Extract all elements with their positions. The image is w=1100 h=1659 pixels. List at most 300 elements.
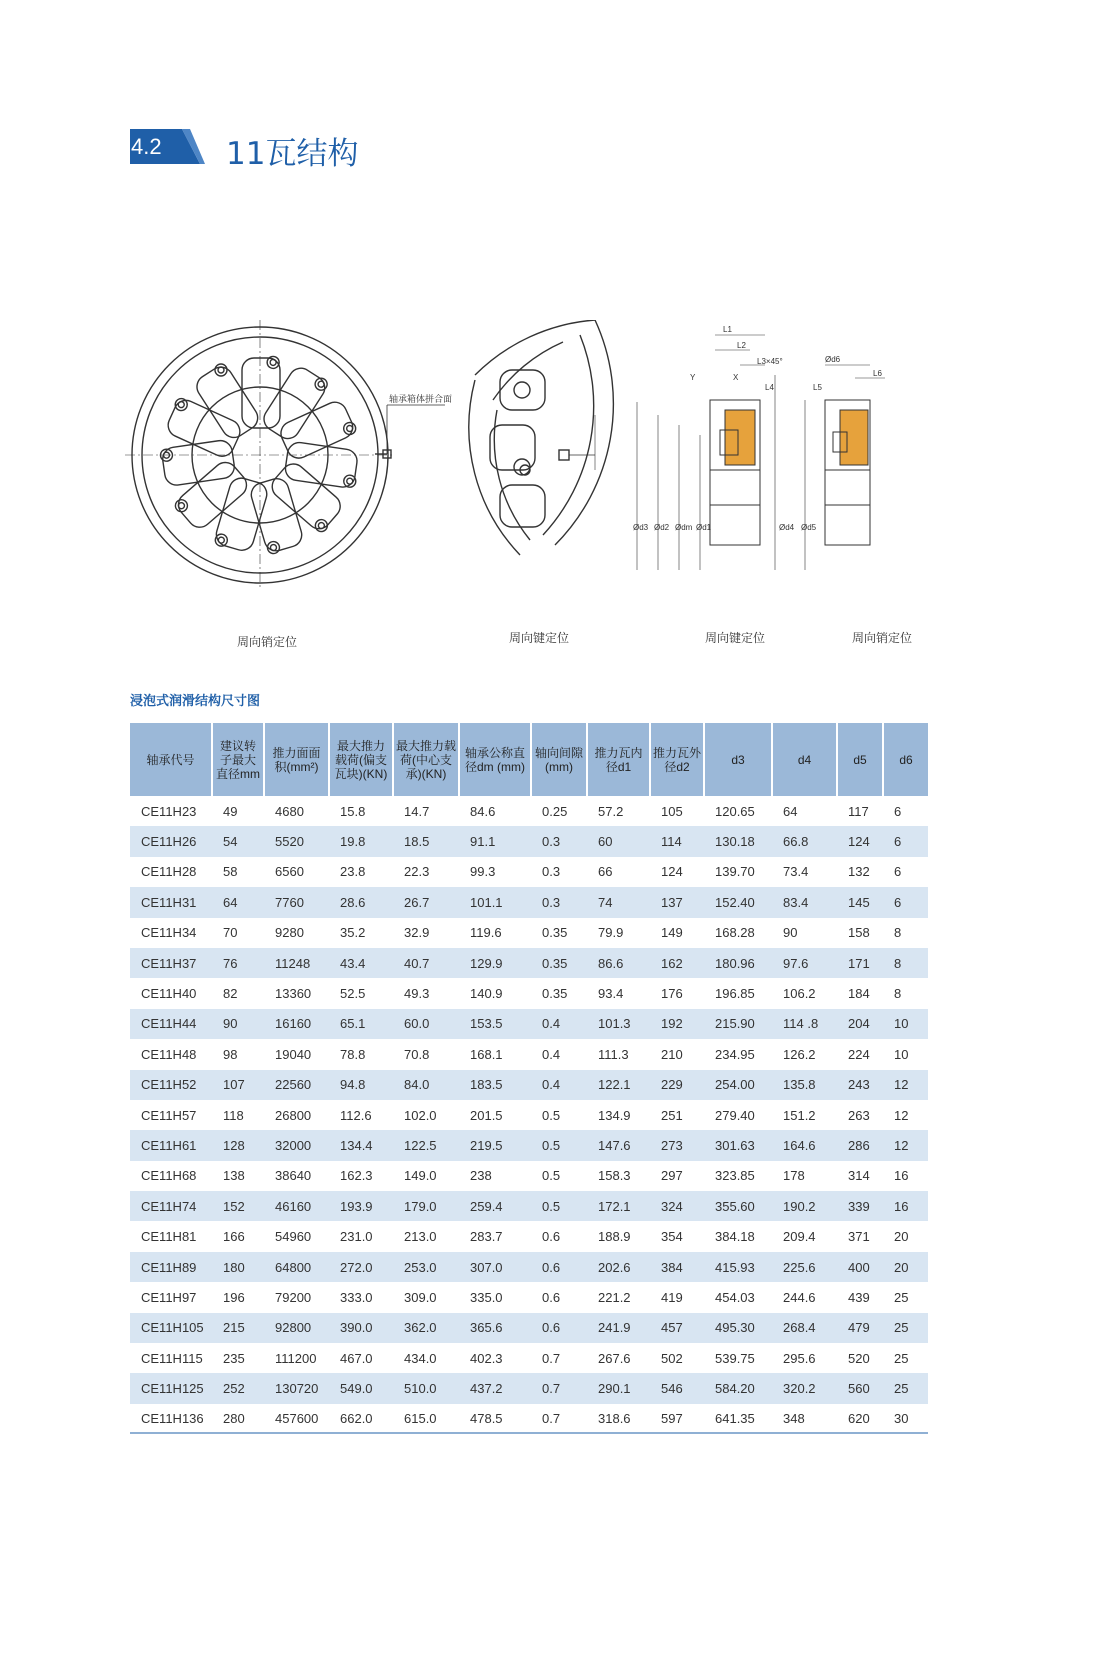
- table-cell: 25: [884, 1373, 928, 1403]
- table-cell: 215.90: [705, 1009, 773, 1039]
- table-row: [130, 978, 928, 1008]
- column-header: 推力瓦外径d2: [651, 723, 705, 796]
- table-cell: 164.6: [773, 1130, 838, 1160]
- table-cell: 106.2: [783, 986, 816, 1002]
- table-cell: 0.3: [542, 864, 561, 880]
- table-cell: 86.6: [588, 948, 651, 978]
- table-cell: CE11H68: [141, 1168, 197, 1184]
- table-cell: 90: [213, 1009, 265, 1039]
- dim-l6: L6: [873, 369, 882, 378]
- table-cell: 510.0: [394, 1373, 460, 1403]
- table-cell: 73.4: [783, 864, 809, 880]
- table-cell: 12: [884, 1130, 928, 1160]
- table-cell: 213.0: [404, 1229, 437, 1245]
- dim-l3: L3×45°: [757, 357, 783, 366]
- bearing-pad: [170, 363, 263, 457]
- table-cell: 0.6: [532, 1313, 588, 1343]
- table-cell: 64: [783, 803, 798, 819]
- table-cell: 224: [848, 1046, 870, 1062]
- table-cell: 79200: [275, 1289, 312, 1305]
- table-cell: 66: [598, 864, 613, 880]
- table-cell: 20: [894, 1229, 909, 1245]
- table-cell: CE11H48: [141, 1046, 197, 1062]
- caption-partial-view: 周向键定位: [509, 631, 570, 645]
- dim-y: Y: [690, 373, 696, 382]
- column-header: 最大推力载荷(中心支承)(KN): [394, 723, 460, 796]
- table-cell: 22560: [265, 1070, 330, 1100]
- bearing-pad: [153, 397, 244, 485]
- column-header: 轴承公称直径dm (mm): [460, 723, 532, 796]
- bearing-pad: [284, 414, 363, 488]
- table-cell: 0.3: [532, 826, 588, 856]
- caption-front-view: 周向销定位: [237, 635, 298, 649]
- table-cell: 64: [213, 887, 265, 917]
- table-cell: 147.6: [588, 1130, 651, 1160]
- table-cell: 314: [848, 1168, 870, 1184]
- table-cell: 40.7: [394, 948, 460, 978]
- table-cell: 19.8: [330, 826, 394, 856]
- table-cell: 84.0: [394, 1070, 460, 1100]
- table-cell: 9280: [275, 925, 304, 941]
- table-row: [130, 1100, 928, 1130]
- table-cell: 18.5: [394, 826, 460, 856]
- table-cell: 112.6: [340, 1107, 372, 1123]
- table-cell: 12: [884, 1070, 928, 1100]
- table-cell: 92800: [265, 1313, 330, 1343]
- column-header: 推力面面积(mm²): [265, 723, 330, 796]
- table-row: [130, 1161, 928, 1191]
- table-cell: 620: [838, 1404, 884, 1434]
- dim-l2: L2: [737, 341, 746, 350]
- table-cell: 539.75: [715, 1350, 755, 1366]
- table-cell: 82: [223, 986, 238, 1002]
- table-cell: CE11H26: [130, 826, 213, 856]
- table-cell: 91.1: [460, 826, 532, 856]
- table-cell: 134.4: [330, 1130, 394, 1160]
- table-cell: 272.0: [330, 1252, 394, 1282]
- table-cell: 6: [894, 803, 902, 819]
- table-cell: 400: [838, 1252, 884, 1282]
- table-row: [130, 948, 928, 978]
- table-cell: 4680: [275, 803, 304, 819]
- table-cell: 124: [661, 864, 683, 880]
- table-cell: 235: [223, 1350, 245, 1366]
- section-title: 11瓦结构: [226, 136, 359, 172]
- table-cell: 0.4: [532, 1009, 588, 1039]
- table-cell: CE11H105: [130, 1313, 213, 1343]
- caption-section-view-b: 周向销定位: [852, 631, 913, 645]
- table-cell: 0.5: [532, 1130, 588, 1160]
- dim-l5: L5: [813, 383, 822, 392]
- table-cell: 145: [838, 887, 884, 917]
- table-cell: 74: [588, 887, 651, 917]
- table-cell: 0.3: [532, 887, 588, 917]
- table-row: [130, 1404, 928, 1434]
- table-cell: 439: [848, 1289, 870, 1305]
- table-cell: 13360: [275, 986, 312, 1002]
- table-cell: 263: [848, 1107, 870, 1123]
- table-cell: 419: [661, 1289, 683, 1305]
- table-cell: 98: [223, 1046, 238, 1062]
- table-cell: 355.60: [705, 1191, 773, 1221]
- table-row: [130, 1009, 928, 1039]
- table-cell: 23.8: [340, 864, 366, 880]
- table-cell: 46160: [265, 1191, 330, 1221]
- column-header: 轴向间隙(mm): [532, 723, 588, 796]
- table-cell: 502: [661, 1350, 683, 1366]
- table-cell: 84.6: [470, 803, 496, 819]
- table-cell: CE11H44: [130, 1009, 213, 1039]
- table-row: [130, 857, 928, 887]
- table-cell: 225.6: [773, 1252, 838, 1282]
- table-cell: 323.85: [715, 1168, 755, 1184]
- table-cell: 0.7: [542, 1350, 561, 1366]
- table-cell: 20: [884, 1252, 928, 1282]
- table-cell: 70: [223, 925, 238, 941]
- dim-d3: Ød3: [633, 523, 649, 532]
- table-cell: 171: [838, 948, 884, 978]
- table-cell: 102.0: [404, 1107, 437, 1123]
- table-cell: 267.6: [598, 1350, 631, 1366]
- table-cell: 114: [651, 826, 705, 856]
- table-cell: 309.0: [404, 1289, 437, 1305]
- table-cell: 479: [838, 1313, 884, 1343]
- table-cell: 6: [884, 887, 928, 917]
- table-cell: 16: [884, 1191, 928, 1221]
- dim-d4: Ød4: [779, 523, 795, 532]
- dim-d1: Ød1: [696, 523, 712, 532]
- table-cell: 8: [894, 986, 902, 1002]
- table-cell: 52.5: [340, 986, 366, 1002]
- table-cell: 158: [848, 925, 870, 941]
- table-cell: 120.65: [715, 803, 755, 819]
- table-cell: 0.5: [542, 1168, 561, 1184]
- table-cell: 549.0: [330, 1373, 394, 1403]
- table-row: [130, 1313, 928, 1343]
- table-cell: 6: [894, 864, 902, 880]
- table-row: [130, 1252, 928, 1282]
- table-cell: 333.0: [340, 1289, 373, 1305]
- table-cell: 60.0: [394, 1009, 460, 1039]
- table-cell: 662.0: [330, 1404, 394, 1434]
- table-row: [130, 1070, 928, 1100]
- column-header: 最大推力载荷(偏支瓦块)(KN): [330, 723, 394, 796]
- table-cell: 11248: [265, 948, 330, 978]
- table-cell: 0.6: [542, 1289, 561, 1305]
- column-header: d5: [838, 723, 884, 796]
- table-cell: 140.9: [470, 986, 503, 1002]
- table-cell: 253.0: [394, 1252, 460, 1282]
- table-cell: 134.9: [598, 1107, 631, 1123]
- table-cell: 152.40: [705, 887, 773, 917]
- table-cell: 193.9: [330, 1191, 394, 1221]
- table-cell: 307.0: [460, 1252, 532, 1282]
- table-cell: 105: [661, 803, 683, 819]
- table-cell: 0.7: [532, 1404, 588, 1434]
- table-cell: 0.7: [532, 1373, 588, 1403]
- table-cell: 176: [661, 986, 683, 1002]
- table-cell: 0.25: [542, 803, 568, 819]
- table-cell: 172.1: [588, 1191, 651, 1221]
- table-cell: 97.6: [773, 948, 838, 978]
- table-cell: 7760: [265, 887, 330, 917]
- table-cell: 43.4: [330, 948, 394, 978]
- table-cell: 0.6: [532, 1252, 588, 1282]
- table-cell: 615.0: [394, 1404, 460, 1434]
- dim-l1: L1: [723, 325, 732, 334]
- caption-section-view-a: 周向键定位: [705, 631, 766, 645]
- table-cell: 0.5: [542, 1107, 561, 1123]
- table-cell: 273: [651, 1130, 705, 1160]
- table-cell: 49.3: [404, 986, 430, 1002]
- dim-d6: Ød6: [825, 355, 841, 364]
- dim-d5: Ød5: [801, 523, 817, 532]
- table-cell: 209.4: [783, 1229, 816, 1245]
- table-cell: 149: [661, 925, 683, 941]
- table-cell: 196: [223, 1289, 245, 1305]
- table-cell: 15.8: [340, 803, 366, 819]
- table-cell: 362.0: [394, 1313, 460, 1343]
- table-cell: 25: [884, 1313, 928, 1343]
- table-cell: 35.2: [340, 925, 366, 941]
- table-cell: 162: [651, 948, 705, 978]
- table-cell: 117: [848, 803, 869, 819]
- table-cell: 158.3: [598, 1168, 631, 1184]
- table-cell: 60: [588, 826, 651, 856]
- table-cell: 99.3: [470, 864, 496, 880]
- table-cell: CE11H136: [130, 1404, 213, 1434]
- table-cell: 0.35: [542, 986, 568, 1002]
- column-header: d3: [705, 723, 773, 796]
- table-cell: 457600: [265, 1404, 330, 1434]
- table-cell: CE11H89: [130, 1252, 213, 1282]
- column-header: 推力瓦内径d1: [588, 723, 651, 796]
- table-cell: 320.2: [773, 1373, 838, 1403]
- table-cell: 324: [651, 1191, 705, 1221]
- table-cell: 210: [661, 1046, 683, 1062]
- table-cell: 137: [651, 887, 705, 917]
- column-header: d6: [884, 723, 928, 796]
- table-row: [130, 796, 928, 826]
- table-cell: 495.30: [705, 1313, 773, 1343]
- table-cell: 546: [651, 1373, 705, 1403]
- table-cell: 221.2: [598, 1289, 631, 1305]
- table-cell: 297: [661, 1168, 683, 1184]
- table-cell: 76: [213, 948, 265, 978]
- table-cell: 49: [223, 803, 238, 819]
- table-cell: 90: [783, 925, 798, 941]
- table-cell: 138: [223, 1168, 245, 1184]
- table-cell: 295.6: [783, 1350, 816, 1366]
- table-cell: CE11H34: [141, 925, 197, 941]
- table-cell: 122.1: [588, 1070, 651, 1100]
- table-cell: 107: [213, 1070, 265, 1100]
- table-cell: 16160: [265, 1009, 330, 1039]
- table-cell: 83.4: [773, 887, 838, 917]
- table-cell: 244.6: [783, 1289, 816, 1305]
- table-cell: 93.4: [598, 986, 624, 1002]
- table-cell: 78.8: [340, 1046, 366, 1062]
- dim-x: X: [733, 373, 739, 382]
- table-cell: 318.6: [588, 1404, 651, 1434]
- table-title: 浸泡式润滑结构尺寸图: [130, 694, 261, 709]
- table-cell: 66.8: [773, 826, 838, 856]
- table-cell: 196.85: [715, 986, 755, 1002]
- table-cell: 8: [884, 948, 928, 978]
- table-cell: 179.0: [394, 1191, 460, 1221]
- table-cell: 135.8: [773, 1070, 838, 1100]
- table-cell: 132: [848, 864, 870, 880]
- table-cell: 184: [848, 986, 870, 1002]
- table-cell: 118: [223, 1107, 244, 1123]
- dimensions-table: [130, 723, 928, 1434]
- table-cell: 180.96: [705, 948, 773, 978]
- table-cell: 584.20: [705, 1373, 773, 1403]
- dim-dm: Ødm: [675, 523, 693, 532]
- table-cell: 26.7: [394, 887, 460, 917]
- table-cell: 130720: [265, 1373, 330, 1403]
- table-cell: 162.3: [340, 1168, 373, 1184]
- table-cell: 6560: [275, 864, 304, 880]
- table-cell: 8: [894, 925, 902, 941]
- split-face-label: 轴承箱体拼合面: [389, 395, 453, 405]
- table-cell: CE11H40: [141, 986, 197, 1002]
- table-row: [130, 1343, 928, 1373]
- table-cell: 168.28: [715, 925, 755, 941]
- table-cell: 26800: [275, 1107, 312, 1123]
- table-cell: 130.18: [705, 826, 773, 856]
- table-cell: 0.4: [542, 1046, 561, 1062]
- table-cell: CE11H37: [130, 948, 213, 978]
- table-cell: 58: [223, 864, 238, 880]
- section-view-a-drawing: [637, 335, 775, 570]
- table-cell: 520: [848, 1350, 870, 1366]
- table-row: [130, 826, 928, 856]
- table-cell: 19040: [275, 1046, 312, 1062]
- table-cell: 139.70: [715, 864, 755, 880]
- section-view-b-drawing: [805, 365, 885, 570]
- section-number: 4.2: [131, 134, 162, 159]
- table-cell: 10: [884, 1009, 928, 1039]
- table-cell: 402.3: [470, 1350, 503, 1366]
- table-row: [130, 1282, 928, 1312]
- table-cell: 122.5: [394, 1130, 460, 1160]
- table-cell: 348: [773, 1404, 838, 1434]
- table-cell: 241.9: [588, 1313, 651, 1343]
- table-cell: CE11H125: [130, 1373, 213, 1403]
- table-cell: 365.6: [460, 1313, 532, 1343]
- table-cell: 153.5: [460, 1009, 532, 1039]
- table-cell: 234.95: [715, 1046, 755, 1062]
- table-cell: 180: [213, 1252, 265, 1282]
- partial-view-drawing: [469, 320, 614, 555]
- table-cell: CE11H97: [141, 1289, 197, 1305]
- table-cell: 215: [213, 1313, 265, 1343]
- table-cell: CE11H23: [141, 803, 197, 819]
- table-cell: CE11H28: [141, 864, 197, 880]
- front-view-drawing: [125, 320, 445, 590]
- table-cell: 384: [651, 1252, 705, 1282]
- column-header: 建议转子最大直径mm: [213, 723, 265, 796]
- table-cell: 54: [213, 826, 265, 856]
- table-row: [130, 1039, 928, 1069]
- table-cell: 219.5: [460, 1130, 532, 1160]
- table-cell: 384.18: [715, 1229, 755, 1245]
- table-cell: 192: [651, 1009, 705, 1039]
- table-cell: 28.6: [330, 887, 394, 917]
- table-cell: 0.4: [532, 1070, 588, 1100]
- table-cell: 467.0: [340, 1350, 373, 1366]
- table-cell: 251: [661, 1107, 683, 1123]
- table-cell: CE11H52: [130, 1070, 213, 1100]
- table-cell: CE11H57: [141, 1107, 197, 1123]
- table-cell: 254.00: [705, 1070, 773, 1100]
- table-cell: 94.8: [330, 1070, 394, 1100]
- table-cell: 22.3: [404, 864, 430, 880]
- dim-l4: L4: [765, 383, 774, 392]
- table-cell: 454.03: [715, 1289, 755, 1305]
- table-cell: 0.5: [532, 1191, 588, 1221]
- table-cell: 457: [651, 1313, 705, 1343]
- table-cell: 101.1: [460, 887, 532, 917]
- table-cell: 10: [894, 1046, 909, 1062]
- table-cell: CE11H31: [130, 887, 213, 917]
- table-cell: 434.0: [404, 1350, 437, 1366]
- table-row: [130, 918, 928, 948]
- table-cell: 5520: [265, 826, 330, 856]
- table-cell: 114 .8: [773, 1009, 838, 1039]
- table-cell: 641.35: [705, 1404, 773, 1434]
- table-cell: 290.1: [588, 1373, 651, 1403]
- table-cell: 354: [661, 1229, 683, 1245]
- table-cell: 279.40: [715, 1107, 755, 1123]
- table-cell: 57.2: [598, 803, 624, 819]
- table-cell: 79.9: [598, 925, 624, 941]
- table-cell: 339: [838, 1191, 884, 1221]
- dim-d2: Ød2: [654, 523, 670, 532]
- table-cell: 6: [884, 826, 928, 856]
- table-cell: 560: [838, 1373, 884, 1403]
- table-cell: 126.2: [783, 1046, 816, 1062]
- bearing-drawings: [125, 320, 945, 640]
- table-cell: 101.3: [588, 1009, 651, 1039]
- table-cell: 111.3: [598, 1046, 629, 1062]
- table-cell: 478.5: [460, 1404, 532, 1434]
- table-cell: 129.9: [460, 948, 532, 978]
- table-row: [130, 887, 928, 917]
- table-cell: 268.4: [773, 1313, 838, 1343]
- table-header-row: [130, 723, 928, 796]
- table-cell: 166: [223, 1229, 245, 1245]
- table-cell: 124: [838, 826, 884, 856]
- table-cell: 243: [838, 1070, 884, 1100]
- table-cell: 54960: [275, 1229, 312, 1245]
- bearing-pad: [213, 475, 295, 560]
- table-cell: CE11H61: [130, 1130, 213, 1160]
- table-cell: 238: [470, 1168, 492, 1184]
- table-row: [130, 1373, 928, 1403]
- column-header: d4: [773, 723, 838, 796]
- table-cell: 371: [848, 1229, 870, 1245]
- table-cell: 229: [651, 1070, 705, 1100]
- table-cell: CE11H115: [141, 1350, 203, 1366]
- table-cell: 178: [783, 1168, 805, 1184]
- table-cell: 390.0: [330, 1313, 394, 1343]
- table-cell: 597: [651, 1404, 705, 1434]
- table-cell: 64800: [265, 1252, 330, 1282]
- table-cell: 149.0: [404, 1168, 437, 1184]
- table-cell: 14.7: [404, 803, 430, 819]
